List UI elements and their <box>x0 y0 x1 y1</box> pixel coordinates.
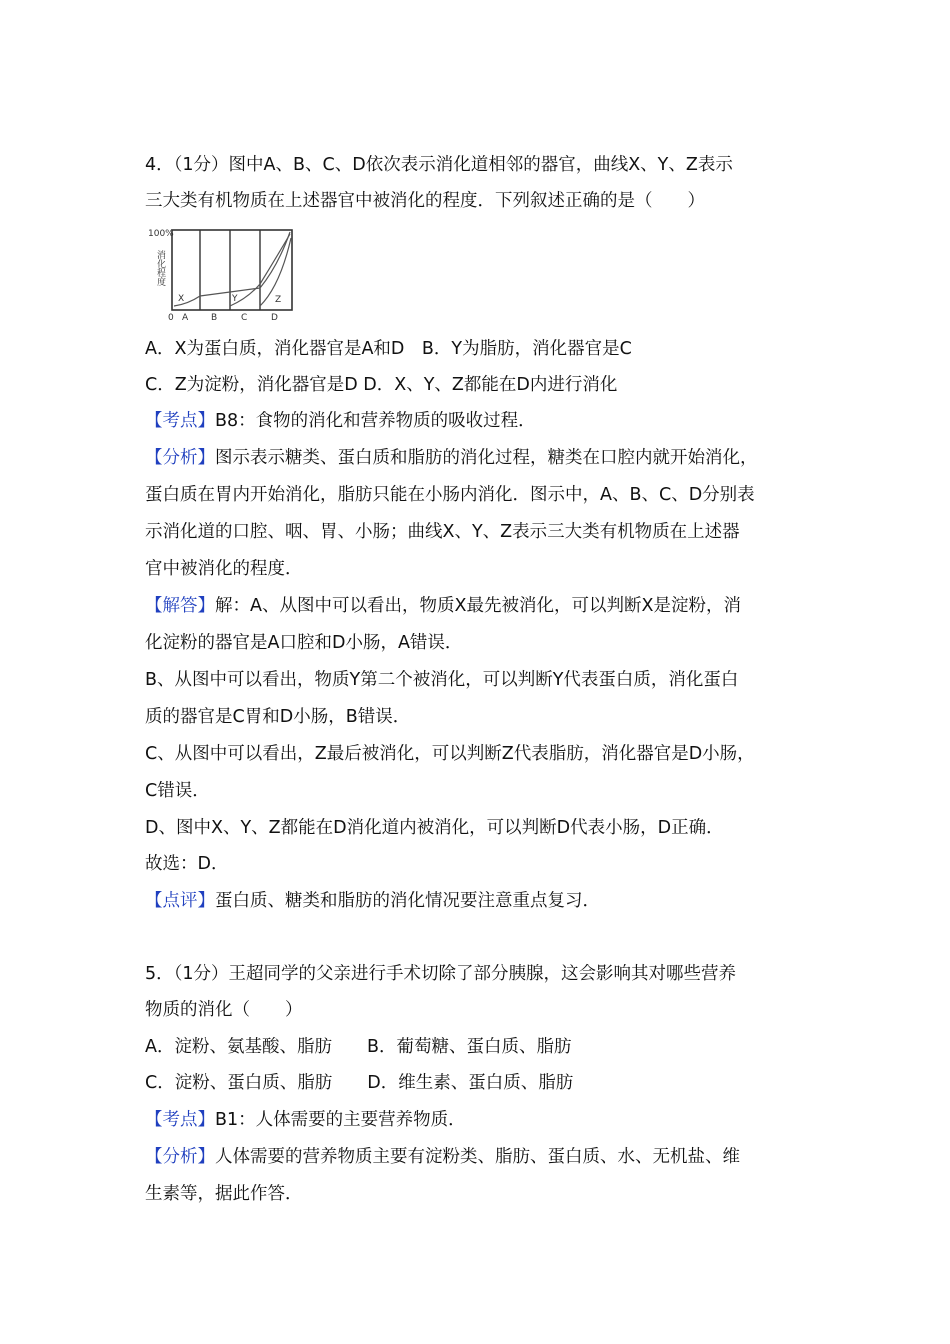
q4-stem-line-2: 三大类有机物质在上述器官中被消化的程度．下列叙述正确的是（ ） <box>145 191 705 211</box>
x-label-a: A <box>182 313 189 323</box>
q5-stem-line-2: 物质的消化（ ） <box>145 1000 303 1020</box>
dianping-text: 蛋白质、糖类和脂肪的消化情况要注意重点复习． <box>215 891 600 911</box>
q5-kaodian-tag: 【考点】 <box>145 1110 215 1130</box>
kaodian-text: B8：食物的消化和营养物质的吸收过程． <box>215 411 536 431</box>
jieda-tag: 【解答】 <box>145 596 215 616</box>
q4-stem-line-1: 4．（1分）图中A、B、C、D依次表示消化道相邻的器官，曲线X、Y、Z表示 <box>145 155 733 175</box>
q4-fenxi-line-3: 示消化道的口腔、咽、胃、小肠；曲线X、Y、Z表示三大类有机物质在上述器 <box>145 522 740 542</box>
q4-jieda-line-6: C错误． <box>145 781 210 801</box>
q5-options-line-2: C．淀粉、蛋白质、脂肪 D．维生素、蛋白质、脂肪 <box>145 1073 574 1093</box>
y-top-label: 100% <box>148 229 174 239</box>
y-axis-label: 消化程度 <box>155 250 165 286</box>
q4-jieda-line-7: D、图中X、Y、Z都能在D消化道内被消化，可以判断D代表小肠，D正确． <box>145 818 724 838</box>
fenxi-tag: 【分析】 <box>145 448 215 468</box>
digestion-figure <box>148 226 298 324</box>
x-label-d: D <box>271 313 278 323</box>
curve-label-y: Y <box>232 294 238 304</box>
q5-stem-line-1: 5．（1分）王超同学的父亲进行手术切除了部分胰腺，这会影响其对哪些营养 <box>145 964 737 984</box>
q4-fenxi-line-2: 蛋白质在胃内开始消化，脂肪只能在小肠内消化．图示中，A、B、C、D分别表 <box>145 485 755 505</box>
q5-kaodian <box>145 1108 825 1132</box>
q4-fenxi-line-4: 官中被消化的程度． <box>145 559 303 579</box>
q5-fenxi-line-1 <box>145 1145 825 1169</box>
q4-jieda-line-2: 化淀粉的器官是A口腔和D小肠，A错误． <box>145 633 463 653</box>
q4-jieda-line-1 <box>145 594 825 618</box>
zero-label: 0 <box>168 313 174 323</box>
x-label-c: C <box>241 313 248 323</box>
dianping-tag: 【点评】 <box>145 891 215 911</box>
q4-jieda-line-3: B、从图中可以看出，物质Y第二个被消化，可以判断Y代表蛋白质，消化蛋白 <box>145 670 739 690</box>
q4-jieda-line-5: C、从图中可以看出，Z最后被消化，可以判断Z代表脂肪，消化器官是D小肠， <box>145 744 755 764</box>
fenxi-text-1: 图示表示糖类、蛋白质和脂肪的消化过程，糖类在口腔内就开始消化， <box>215 448 758 468</box>
q5-fenxi-line-2: 生素等，据此作答． <box>145 1184 303 1204</box>
curve-label-z: Z <box>275 295 282 305</box>
q4-jieda-line-8: 故选：D． <box>145 854 229 874</box>
q4-jieda-line-4: 质的器官是C胃和D小肠，B错误． <box>145 707 411 727</box>
q5-fenxi-tag: 【分析】 <box>145 1147 215 1167</box>
q4-options-line-2: C．Z为淀粉，消化器官是D D．X、Y、Z都能在D内进行消化 <box>145 375 618 395</box>
q4-dianping <box>145 889 825 913</box>
q5-options-line-1: A．淀粉、氨基酸、脂肪 B．葡萄糖、蛋白质、脂肪 <box>145 1037 572 1057</box>
q4-fenxi-line-1 <box>145 446 825 470</box>
q4-kaodian <box>145 409 825 433</box>
x-label-b: B <box>211 313 218 323</box>
curve-label-x: X <box>178 294 185 304</box>
q5-kaodian-text: B1：人体需要的主要营养物质． <box>215 1110 466 1130</box>
kaodian-tag: 【考点】 <box>145 411 215 431</box>
q4-options-line-1: A．X为蛋白质，消化器官是A和D B．Y为脂肪，消化器官是C <box>145 339 632 359</box>
q5-fenxi-text-1: 人体需要的营养物质主要有淀粉类、脂肪、蛋白质、水、无机盐、维 <box>215 1147 740 1167</box>
jieda-text-1: 解：A、从图中可以看出，物质X最先被消化，可以判断X是淀粉，消 <box>215 596 741 616</box>
